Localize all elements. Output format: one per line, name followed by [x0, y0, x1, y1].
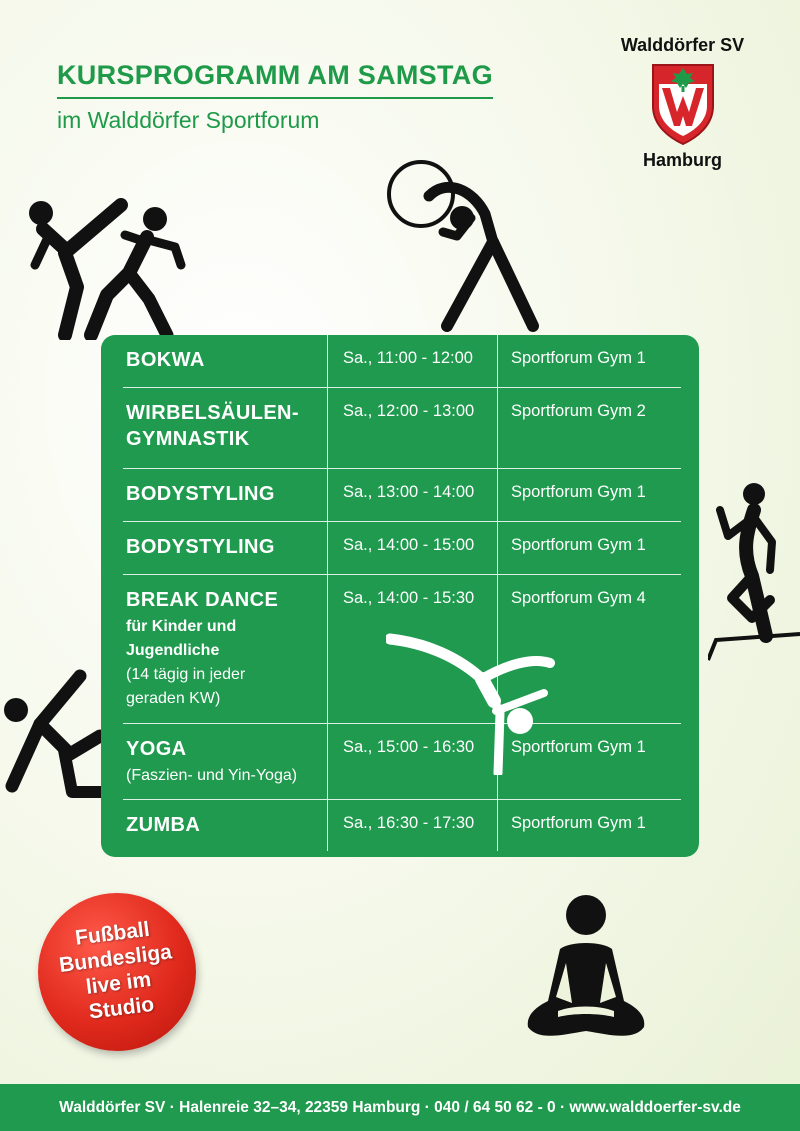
footer-contact-bar: Walddörfer SV · Halenreie 32–34, 22359 Hamburg · 040 / 64 50 62 - 0 · www.walddoerfer-sv.de: [0, 1084, 800, 1131]
course-cell: [126, 483, 326, 509]
bundesliga-badge: [38, 893, 196, 1051]
badge-line: live im: [84, 968, 153, 999]
location-cell: Sportforum Gym 1: [511, 814, 646, 832]
table-row: [123, 469, 681, 522]
course-name: WIRBELSÄULEN-: [126, 402, 299, 424]
course-name-line2: GYMNASTIK: [126, 428, 250, 450]
course-cell: [126, 402, 326, 454]
location-cell: Sportforum Gym 1: [511, 738, 646, 756]
time-cell: Sa., 12:00 - 13:00: [343, 402, 475, 420]
course-cell: [126, 814, 326, 840]
course-name: BODYSTYLING: [126, 483, 275, 505]
course-cell: [126, 589, 302, 711]
course-name: BREAK DANCE: [126, 589, 279, 611]
badge-line: Fußball: [73, 917, 151, 950]
club-name: Walddörfer SV: [620, 35, 745, 55]
yoga-meditation-icon: [522, 893, 650, 1045]
course-audience: für Kinder und Jugendliche: [126, 618, 237, 659]
location-cell: Sportforum Gym 1: [511, 349, 646, 367]
table-row: [123, 522, 681, 575]
page-subtitle: im Walddörfer Sportforum: [57, 107, 320, 133]
dancer-icon: [708, 480, 800, 665]
stretching-icon: [0, 668, 105, 803]
time-cell: Sa., 14:00 - 15:30: [343, 589, 475, 607]
time-cell: Sa., 11:00 - 12:00: [343, 349, 473, 367]
course-name: BODYSTYLING: [126, 536, 275, 558]
time-cell: Sa., 14:00 - 15:00: [343, 536, 475, 554]
course-note: (14 tägig in jeder geraden KW): [126, 666, 246, 707]
course-cell: [126, 536, 326, 562]
location-cell: Sportforum Gym 1: [511, 483, 646, 501]
course-cell: [126, 738, 331, 788]
table-row: [123, 335, 681, 388]
time-cell: Sa., 13:00 - 14:00: [343, 483, 475, 501]
time-cell: Sa., 15:00 - 16:30: [343, 738, 475, 756]
breakdance-icon: [386, 633, 558, 775]
location-cell: Sportforum Gym 1: [511, 536, 646, 554]
badge-line: Bundesliga: [57, 940, 174, 977]
club-logo: [595, 35, 770, 171]
gymnastics-hoop-icon: [385, 158, 545, 336]
club-crest-icon: [650, 62, 716, 146]
table-row: [123, 800, 681, 857]
kickboxing-icon: [25, 195, 190, 340]
course-name: ZUMBA: [126, 814, 201, 836]
club-city: Hamburg: [642, 150, 722, 170]
course-name: YOGA: [126, 738, 187, 760]
badge-text: [32, 912, 201, 1031]
page-header: [57, 60, 493, 134]
course-name: BOKWA: [126, 349, 205, 371]
location-cell: Sportforum Gym 2: [511, 402, 646, 420]
badge-line: Studio: [87, 992, 156, 1024]
course-note: (Faszien- und Yin-Yoga): [126, 767, 298, 784]
time-cell: Sa., 16:30 - 17:30: [343, 814, 475, 832]
course-schedule-table: [101, 335, 699, 857]
course-cell: [126, 349, 326, 375]
location-cell: Sportforum Gym 4: [511, 589, 646, 607]
table-row: [123, 388, 681, 469]
page-title: KURSPROGRAMM AM SAMSTAG: [57, 60, 493, 99]
